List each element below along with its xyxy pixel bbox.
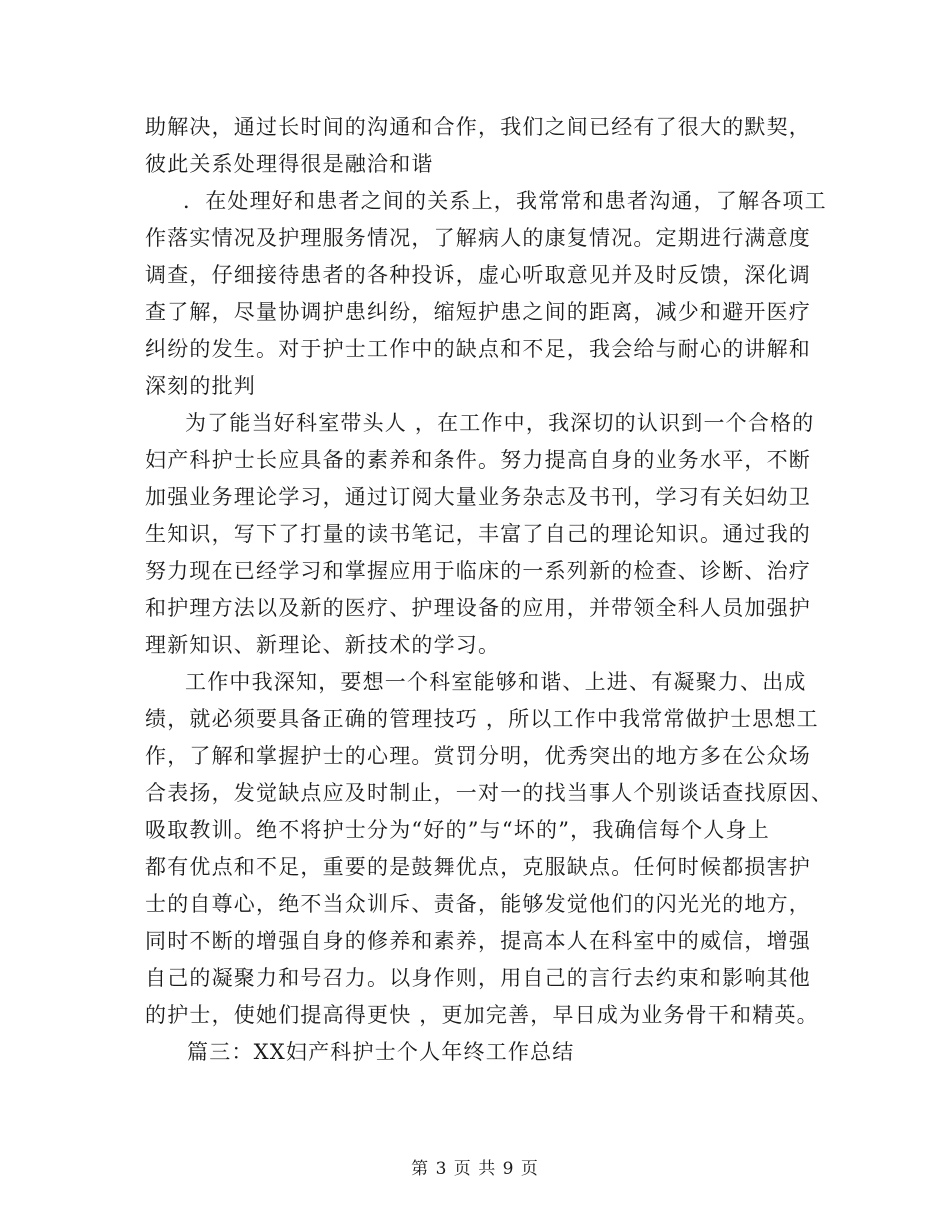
text-line: 同时不断的增强自身的修养和素养，提高本人在科室中的威信，增强 [145,929,811,953]
text-line: 绩，就必须要具备正确的管理技巧 ，所以工作中我常常做护士思想工 [145,707,819,731]
text-line: 作落实情况及护理服务情况，了解病人的康复情况。定期进行满意度 [145,226,811,250]
text-line: 士的自尊心，绝不当众训斥、责备，能够发觉他们的闪光光的地方， [145,892,811,916]
text-line: 努力现在已经学习和掌握应用于临床的一系列新的检查、诊断、治疗 [145,559,811,583]
page-number-footer: 第 3 页 共 9 页 [411,1159,539,1179]
text-line: 调查，仔细接待患者的各种投诉，虚心听取意见并及时反馈，深化调 [145,263,811,287]
text-line: 深刻的批判 [145,374,256,398]
text-line: 加强业务理论学习，通过订阅大量业务杂志及书刊，学习有关妇幼卫 [145,485,811,509]
text-line: 查了解，尽量协调护患纠纷，缩短护患之间的距离，减少和避开医疗 [145,300,811,324]
text-line: 理新知识、新理论、新技术的学习。 [145,633,501,657]
paragraph-start-line: 为了能当好科室带头人 ，在工作中，我深切的认识到一个合格的 [185,411,815,435]
text-line: 彼此关系处理得很是融洽和谐 [145,152,434,176]
text-line: 妇产科护士长应具备的素养和条件。努力提高自身的业务水平，不断 [145,448,811,472]
text-line: 助解决，通过长时间的沟通和合作，我们之间已经有了很大的默契， [145,115,811,139]
section-heading: 篇三：XX妇产科护士个人年终工作总结 [187,1040,575,1064]
text-line: 合表扬，发觉缺点应及时制止，一对一的找当事人个别谈话查找原因、 [145,781,834,805]
paragraph-start-line: ．在处理好和患者之间的关系上，我常常和患者沟通，了解各项工 [183,189,827,213]
text-line: 的护士，使她们提高得更快 ，更加完善，早日成为业务骨干和精英。 [145,1003,819,1027]
text-line: 吸取教训。绝不将护士分为“好的”与“坏的”，我确信每个人身上 [145,818,770,842]
text-line: 纠纷的发生。对于护士工作中的缺点和不足，我会给与耐心的讲解和 [145,337,811,361]
text-line: 自己的凝聚力和号召力。以身作则，用自己的言行去约束和影响其他 [145,966,811,990]
text-line: 都有优点和不足，重要的是鼓舞优点，克服缺点。任何时候都损害护 [145,855,811,879]
paragraph-start-line: 工作中我深知，要想一个科室能够和谐、上进、有凝聚力、出成 [185,670,807,694]
text-line: 和护理方法以及新的医疗、护理设备的应用，并带领全科人员加强护 [145,596,811,620]
text-line: 作，了解和掌握护士的心理。赏罚分明，优秀突出的地方多在公众场 [145,744,811,768]
text-line: 生知识，写下了打量的读书笔记，丰富了自己的理论知识。通过我的 [145,522,811,546]
